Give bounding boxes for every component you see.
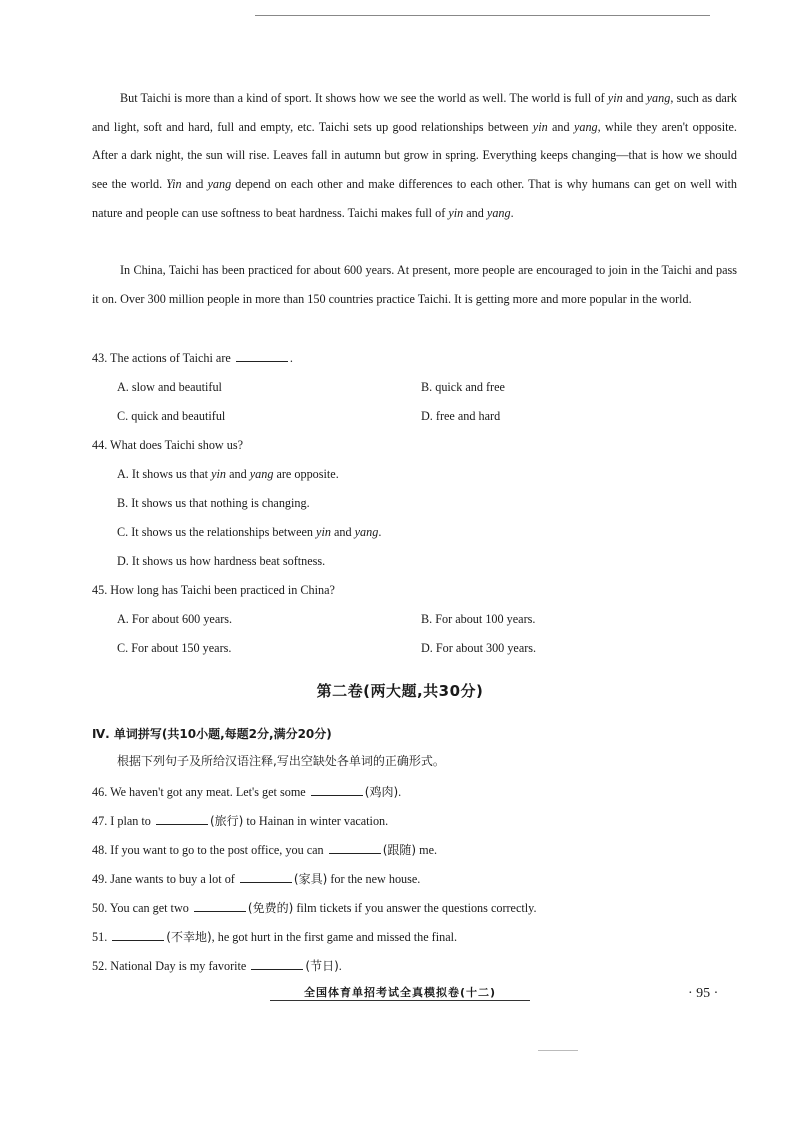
answer-blank[interactable] [240,870,292,883]
passage-paragraph-1: But Taichi is more than a kind of sport. It shows how we see the world as well. The world is full of yin and yang, such as dark and light, soft and hard, full and empty, etc. Taichi sets up good relationships between yin and yang, while they aren't opposite. After a dark night, the sun will rise. Leaves fall in autumn but grow in spring. Everything keeps changing—that is how we should see the world. Yin and yang depend on each other and make differences to each other. That is why humans can get on well with nature and people can use softness to beat hardness. Taichi makes full of yin and yang. [92,91,737,220]
question-44-option-a[interactable]: A. It shows us that yin and yang are opposite. [117,467,339,481]
answer-blank[interactable] [311,783,363,796]
question-45-option-b[interactable]: B. For about 100 years. [421,612,536,626]
question-45-stem: 45. How long has Taichi been practiced in China? [92,583,335,597]
question-44-option-b[interactable]: B. It shows us that nothing is changing. [117,496,310,510]
question-45-option-c[interactable]: C. For about 150 years. [117,641,232,655]
footer-title: 全国体育单招考试全真模拟卷(十二) [303,986,497,999]
question-43-option-a[interactable]: A. slow and beautiful [117,380,222,394]
spelling-item-49: 49. Jane wants to buy a lot of (家具) for the new house. [92,872,421,886]
answer-blank[interactable] [112,928,164,941]
spelling-item-51: 51. (不幸地), he got hurt in the first game and missed the final. [92,930,458,944]
spelling-item-48: 48. If you want to go to the post office, you can (跟随) me. [92,843,438,857]
question-45-option-d[interactable]: D. For about 300 years. [421,641,537,655]
answer-blank[interactable] [156,812,208,825]
answer-blank[interactable] [236,349,288,362]
spelling-item-46: 46. We haven't got any meat. Let's get some (鸡肉). [92,785,402,799]
part-4-instruction: 根据下列句子及所给汉语注释,写出空缺处各单词的正确形式。 [117,754,445,768]
spelling-item-47: 47. I plan to (旅行) to Hainan in winter vacation. [92,814,389,828]
question-43-stem: 43. The actions of Taichi are . [92,351,293,365]
question-45-option-a[interactable]: A. For about 600 years. [117,612,233,626]
spelling-item-52: 52. National Day is my favorite (节日). [92,959,342,973]
answer-blank[interactable] [251,957,303,970]
page-number: · 95 · [688,986,719,1001]
question-44-stem: 44. What does Taichi show us? [92,438,244,452]
part-4-heading: Ⅳ. 单词拼写(共10小题,每题2分,满分20分) [92,727,332,741]
section-2-title: 第二卷(两大题,共30分) [316,682,484,700]
bottom-mark [538,1050,578,1051]
answer-blank[interactable] [329,841,381,854]
passage-paragraph-2: In China, Taichi has been practiced for about 600 years. At present, more people are encouraged to join in the Taichi and pass it on. Over 300 million people in more than 150 countries practice Taichi. It is getting more and more popular in the world. [92,263,737,306]
top-divider [255,15,710,16]
footer-divider [270,1000,530,1001]
question-44-option-d[interactable]: D. It shows us how hardness beat softness. [117,554,326,568]
question-44-option-c[interactable]: C. It shows us the relationships between yin and yang. [117,525,382,539]
question-43-option-c[interactable]: C. quick and beautiful [117,409,226,423]
answer-blank[interactable] [194,899,246,912]
spelling-item-50: 50. You can get two (免费的) film tickets if you answer the questions correctly. [92,901,537,915]
question-43-option-b[interactable]: B. quick and free [421,380,505,394]
question-43-option-d[interactable]: D. free and hard [421,409,501,423]
